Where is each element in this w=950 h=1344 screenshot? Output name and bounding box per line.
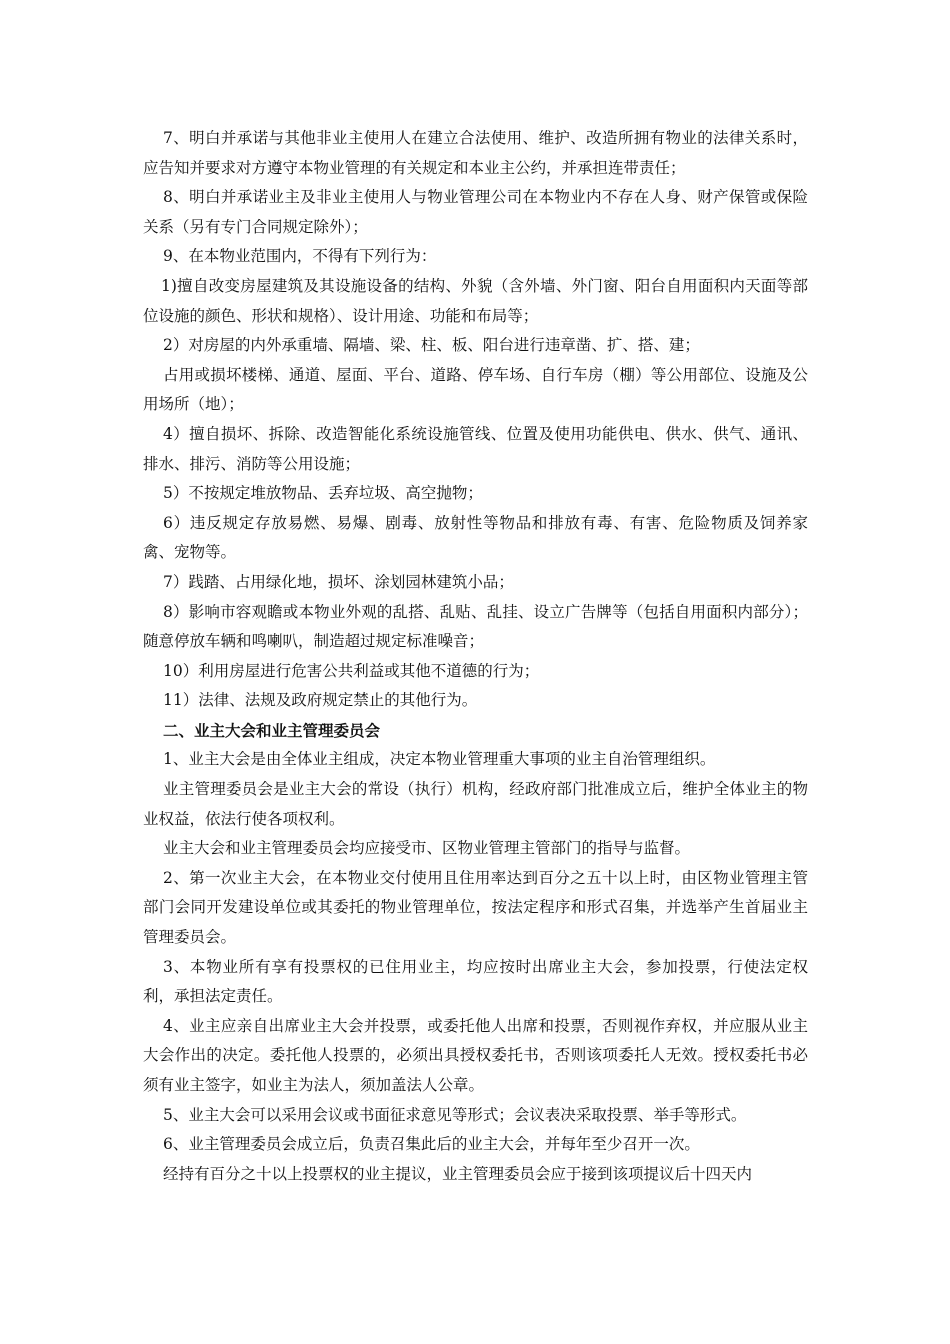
subitem-11: 11）法律、法规及政府规定禁止的其他行为。 bbox=[163, 691, 478, 710]
paragraph-item-8: 8、明白并承诺业主及非业主使用人与物业管理公司在本物业内不存在人身、财产保管或保险关系（另有专门合同规定除外）； bbox=[143, 188, 808, 236]
paragraph-item-9: 9、在本物业范围内，不得有下列行为： bbox=[163, 247, 437, 266]
subitem-7: 7）践踏、占用绿化地，损坏、涂划园林建筑小品； bbox=[163, 572, 514, 591]
section-item-1: 1、业主大会是由全体业主组成，决定本物业管理重大事项的业主自治管理组织。 bbox=[163, 750, 716, 769]
document-body bbox=[143, 124, 808, 1189]
section-item-6: 6、业主管理委员会成立后，负责召集此后的业主大会，并每年至少召开一次。 bbox=[163, 1135, 700, 1154]
subitem-2: 2）对房屋的内外承重墙、隔墙、梁、柱、板、阳台进行违章凿、扩、搭、建； bbox=[163, 336, 700, 355]
subitem-6: 6）违反规定存放易燃、易爆、剧毒、放射性等物品和排放有毒、有害、危险物质及饲养家禽、宠物等。 bbox=[143, 513, 808, 562]
section-item-5: 5、业主大会可以采用会议或书面征求意见等形式；会议表决采取投票、举手等形式。 bbox=[163, 1105, 747, 1124]
paragraph-item-7: 7、明白并承诺与其他非业主使用人在建立合法使用、维护、改造所拥有物业的法律关系时，应告知并要求对方遵守本物业管理的有关规定和本业主公约，并承担连带责任； bbox=[143, 129, 808, 177]
subitem-3: 占用或损坏楼梯、通道、屋面、平台、道路、停车场、自行车房（棚）等公用部位、设施及公用场所（地）； bbox=[143, 365, 808, 414]
section-item-3: 3、本物业所有享有投票权的已住用业主，均应按时出席业主大会，参加投票，行使法定权利，承担法定责任。 bbox=[143, 957, 808, 1006]
subitem-1: 1)擅自改变房屋建筑及其设施设备的结构、外貌（含外墙、外门窗、阳台自用面积内天面等部位设施的颜色、形状和规格）、设计用途、功能和布局等； bbox=[143, 276, 808, 325]
section-item-1-supervision: 业主大会和业主管理委员会均应接受市、区物业管理主管部门的指导与监督。 bbox=[163, 839, 691, 858]
section-item-4: 4、业主应亲自出席业主大会并投票，或委托他人出席和投票，否则视作弃权，并应服从业主大会作出的决定。委托他人投票的，必须出具授权委托书，否则该项委托人无效。授权委托书必须有业主签字，如业主为法人，须加盖法人公章。 bbox=[143, 1016, 808, 1094]
subitem-5: 5）不按规定堆放物品、丢弃垃圾、高空抛物； bbox=[163, 484, 483, 503]
subitem-4: 4）擅自损坏、拆除、改造智能化系统设施管线、位置及使用功能供电、供水、供气、通讯、排水、排污、消防等公用设施； bbox=[143, 424, 808, 473]
subitem-10: 10）利用房屋进行危害公共利益或其他不道德的行为； bbox=[163, 661, 540, 680]
section-item-2: 2、第一次业主大会，在本物业交付使用且住用率达到百分之五十以上时，由区物业管理主管部门会同开发建设单位或其委托的物业管理单位，按法定程序和形式召集，并选举产生首届业主管理委员会。 bbox=[143, 868, 808, 947]
subitem-8: 8）影响市容观瞻或本物业外观的乱搭、乱贴、乱挂、设立广告牌等（包括自用面积内部分）；随意停放车辆和鸣喇叭，制造超过规定标准噪音； bbox=[143, 602, 808, 651]
section-item-6-continued: 经持有百分之十以上投票权的业主提议，业主管理委员会应于接到该项提议后十四天内 bbox=[163, 1164, 753, 1183]
section-item-1-continued: 业主管理委员会是业主大会的常设（执行）机构，经政府部门批准成立后，维护全体业主的物业权益，依法行使各项权利。 bbox=[143, 780, 808, 828]
section-heading: 二、业主大会和业主管理委员会 bbox=[163, 720, 381, 740]
